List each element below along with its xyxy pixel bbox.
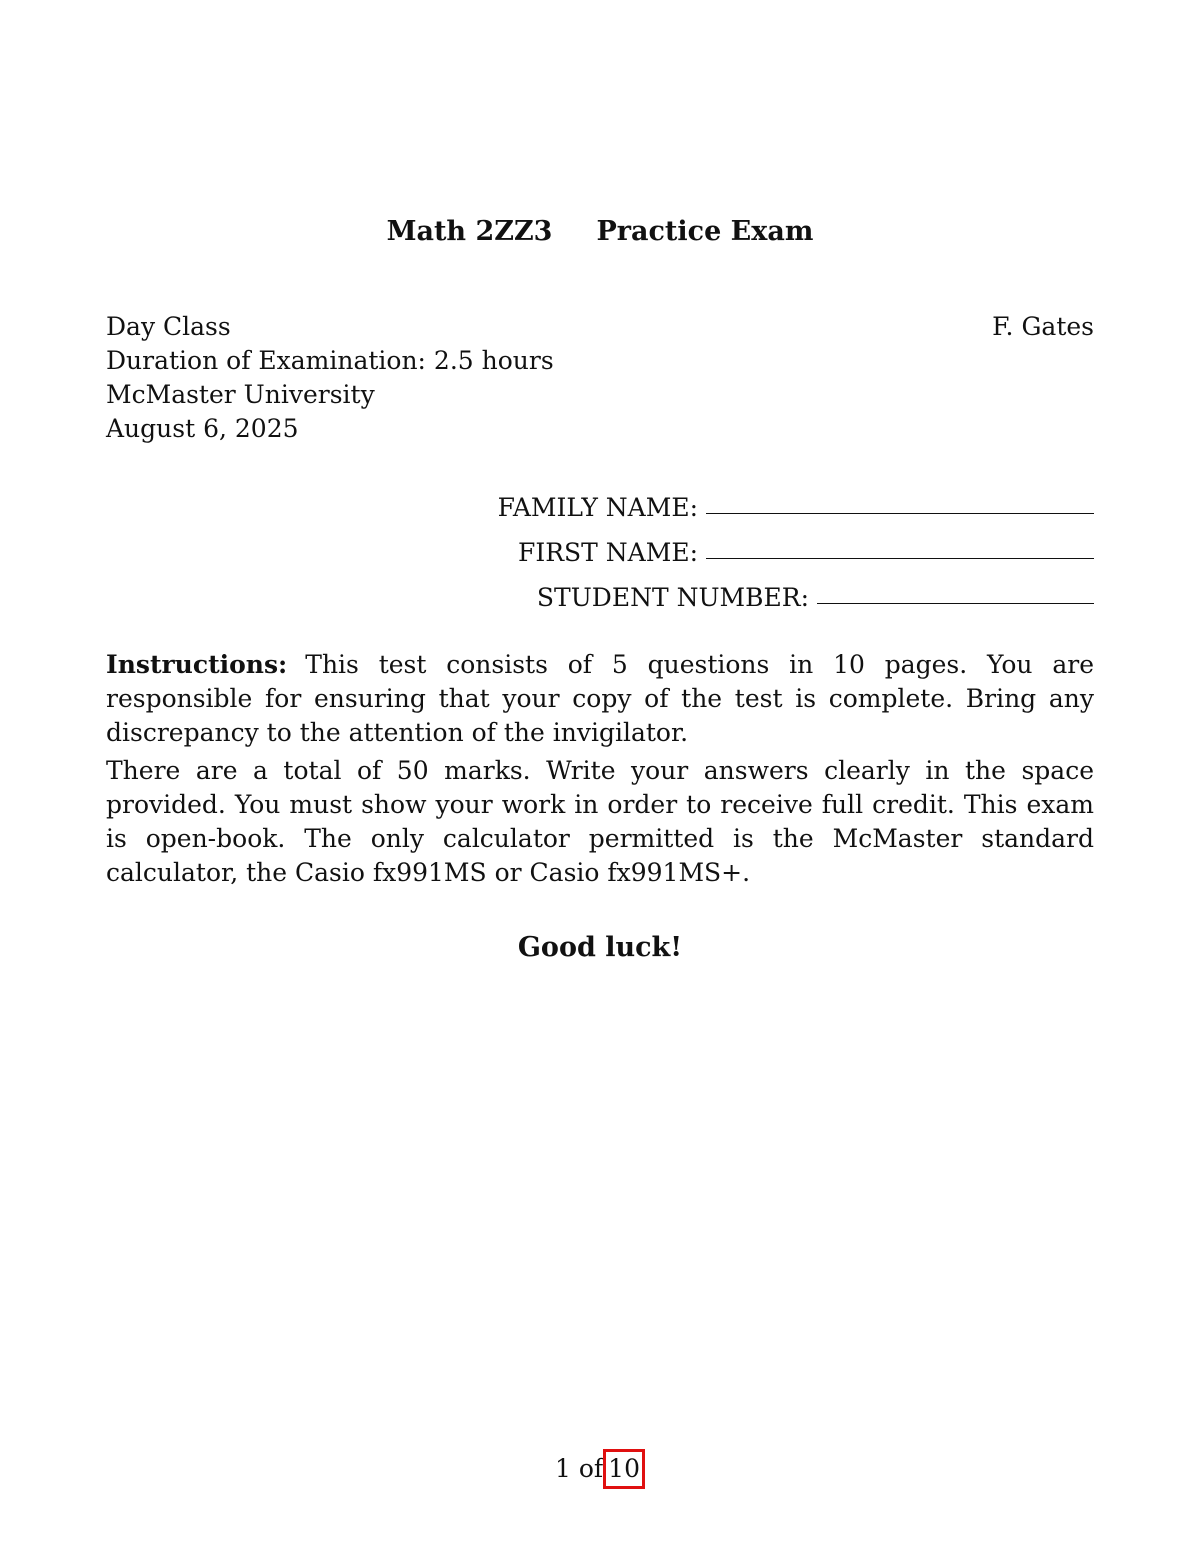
page-of-text: of — [578, 1454, 604, 1483]
course-code: Math 2ZZ3 — [386, 216, 553, 247]
exam-meta — [106, 310, 554, 446]
class-type: Day Class — [106, 312, 231, 341]
student-number-label: STUDENT NUMBER: — [536, 583, 809, 612]
student-info-fields — [498, 477, 1094, 612]
family-name-label: FAMILY NAME: — [497, 493, 698, 522]
page-number — [0, 1449, 1200, 1489]
instructor-name: F. Gates — [992, 312, 1094, 341]
exam-title — [0, 216, 1200, 247]
family-name-row — [498, 477, 1094, 522]
student-number-blank[interactable] — [817, 579, 1094, 604]
good-luck-message: Good luck! — [517, 932, 683, 963]
current-page: 1 — [555, 1454, 571, 1483]
instructions-heading: Instructions: — [106, 650, 288, 679]
exam-name: Practice Exam — [596, 216, 814, 247]
exam-duration: Duration of Examination: 2.5 hours — [106, 346, 554, 375]
institution: McMaster University — [106, 380, 375, 409]
total-pages: 10 — [603, 1449, 645, 1489]
first-name-blank[interactable] — [706, 534, 1094, 559]
instructions-text-1: This test consists of 5 questions in 10 pages. You are responsible for ensuring that your copy of the test is complete. Bring any discrepancy to the attention of the invigilator. — [106, 650, 1094, 747]
instructions-block — [106, 648, 1094, 894]
family-name-blank[interactable] — [706, 489, 1094, 514]
first-name-label: FIRST NAME: — [518, 538, 698, 567]
instructions-paragraph-2: There are a total of 50 marks. Write your answers clearly in the space provided. You must show your work in order to receive full credit. This exam is open-book. The only calculator permitted is the McMaster standard calculator, the Casio fx991MS or Casio fx991MS+. — [106, 756, 1094, 887]
student-number-row — [498, 567, 1094, 612]
first-name-row — [498, 522, 1094, 567]
instructions-paragraph-1 — [106, 648, 1094, 750]
exam-date: August 6, 2025 — [106, 414, 299, 443]
